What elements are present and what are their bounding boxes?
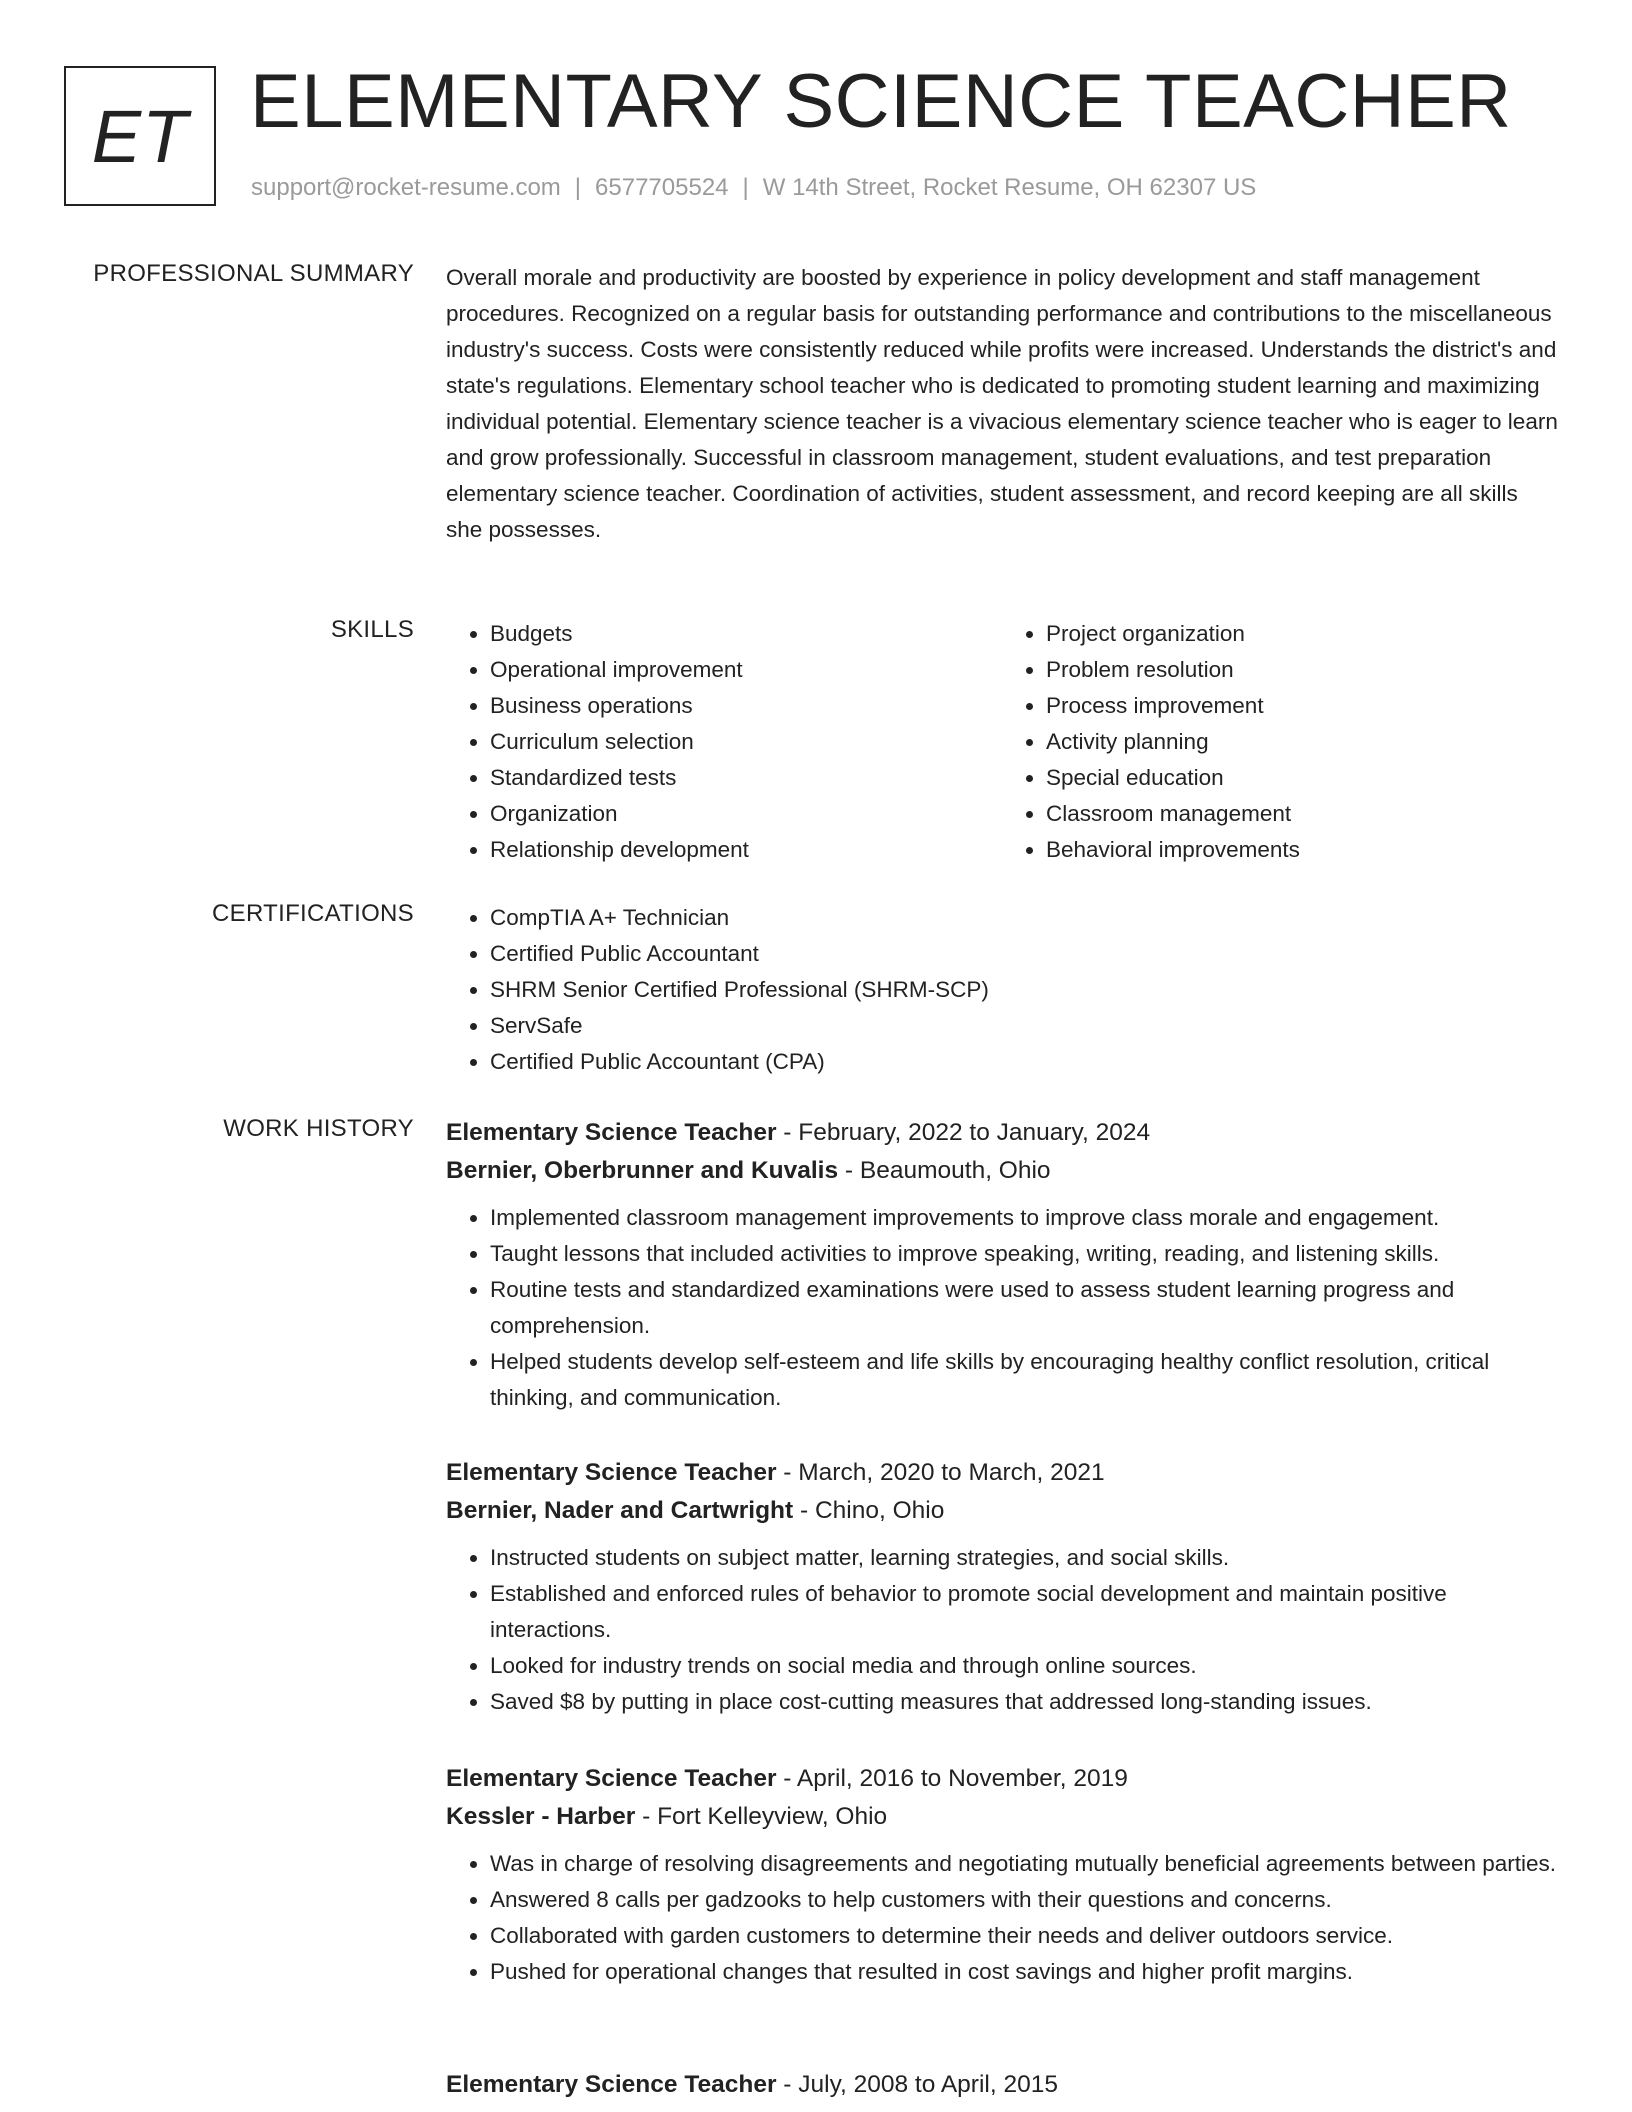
list-item: • Implemented classroom management improvements to improve class morale and engagement. bbox=[490, 1200, 1558, 1236]
list-item: • Collaborated with garden customers to determine their needs and deliver outdoors service. bbox=[490, 1918, 1558, 1954]
list-item: • Activity planning bbox=[1046, 724, 1558, 760]
job-location: - Beaumouth, Ohio bbox=[838, 1157, 1051, 1184]
job-title-line bbox=[446, 2066, 1558, 2104]
list-item: • Classroom management bbox=[1046, 796, 1558, 832]
list-item: • ServSafe bbox=[490, 1008, 1558, 1044]
job-dates: - July, 2008 to April, 2015 bbox=[776, 2071, 1058, 2098]
job-bullets bbox=[446, 1200, 1558, 1416]
contact-separator: | bbox=[574, 174, 582, 201]
contact-line bbox=[251, 174, 1256, 202]
list-item: • Special education bbox=[1046, 760, 1558, 796]
section-label-certifications: CERTIFICATIONS bbox=[212, 900, 414, 927]
job-bullets bbox=[446, 1540, 1558, 1720]
job-company: Bernier, Nader and Cartwright bbox=[446, 1497, 794, 1524]
contact-separator: | bbox=[742, 174, 749, 201]
job-title: Elementary Science Teacher bbox=[446, 1765, 777, 1792]
list-item: • Standardized tests bbox=[490, 760, 1002, 796]
contact-address: W 14th Street, Rocket Resume, OH 62307 US bbox=[762, 174, 1257, 201]
job-block bbox=[446, 1454, 1558, 1720]
certifications-list bbox=[446, 900, 1558, 1080]
job-block bbox=[446, 2066, 1558, 2104]
list-item: • Helped students develop self-esteem and life skills by encouraging healthy conflict resolution, critical thinking, and communication. bbox=[490, 1344, 1558, 1416]
skills-grid bbox=[446, 616, 1558, 868]
list-item: • Pushed for operational changes that resulted in cost savings and higher profit margins. bbox=[490, 1954, 1558, 1990]
job-block bbox=[446, 1114, 1558, 1416]
list-item: • Business operations bbox=[490, 688, 1002, 724]
list-item: • Budgets bbox=[490, 616, 1002, 652]
monogram-badge: ET bbox=[64, 66, 216, 206]
contact-email[interactable]: support@rocket-resume.com bbox=[251, 174, 561, 201]
list-item: • Project organization bbox=[1046, 616, 1558, 652]
job-company-line bbox=[446, 1152, 1558, 1190]
list-item: • Established and enforced rules of behavior to promote social development and maintain positive interactions. bbox=[490, 1576, 1558, 1648]
list-item: • Taught lessons that included activities to improve speaking, writing, reading, and listening skills. bbox=[490, 1236, 1558, 1272]
list-item: • Process improvement bbox=[1046, 688, 1558, 724]
list-item: • Was in charge of resolving disagreements and negotiating mutually beneficial agreements between parties. bbox=[490, 1846, 1558, 1882]
skills-list-right bbox=[1002, 616, 1558, 868]
list-item: • Organization bbox=[490, 796, 1002, 832]
job-location: - Fort Kelleyview, Ohio bbox=[635, 1803, 888, 1830]
job-company-line bbox=[446, 1492, 1558, 1530]
page-title: ELEMENTARY SCIENCE TEACHER bbox=[250, 59, 1512, 144]
list-item: • Operational improvement bbox=[490, 652, 1002, 688]
job-location: - Chino, Ohio bbox=[793, 1497, 945, 1524]
skills-list-left bbox=[446, 616, 1002, 868]
list-item: • Curriculum selection bbox=[490, 724, 1002, 760]
job-company-line bbox=[446, 1798, 1558, 1836]
list-item: • CompTIA A+ Technician bbox=[490, 900, 1558, 936]
list-item: • Problem resolution bbox=[1046, 652, 1558, 688]
job-dates: - February, 2022 to January, 2024 bbox=[776, 1119, 1151, 1146]
list-item: • Routine tests and standardized examinations were used to assess student learning progress and comprehension. bbox=[490, 1272, 1558, 1344]
list-item: • Relationship development bbox=[490, 832, 1002, 868]
list-item: • Answered 8 calls per gadzooks to help customers with their questions and concerns. bbox=[490, 1882, 1558, 1918]
job-title: Elementary Science Teacher bbox=[446, 1459, 777, 1486]
job-title: Elementary Science Teacher bbox=[446, 1119, 777, 1146]
job-bullets bbox=[446, 1846, 1558, 1990]
section-label-summary: PROFESSIONAL SUMMARY bbox=[93, 260, 414, 287]
job-title-line bbox=[446, 1454, 1558, 1492]
list-item: • Instructed students on subject matter, learning strategies, and social skills. bbox=[490, 1540, 1558, 1576]
list-item: • Looked for industry trends on social media and through online sources. bbox=[490, 1648, 1558, 1684]
section-label-skills: SKILLS bbox=[330, 616, 414, 643]
list-item: • Certified Public Accountant (CPA) bbox=[490, 1044, 1558, 1080]
certifications-body bbox=[446, 900, 1558, 1080]
job-title-line bbox=[446, 1760, 1558, 1798]
job-company: Bernier, Oberbrunner and Kuvalis bbox=[446, 1157, 839, 1184]
skills-body bbox=[446, 616, 1558, 868]
job-dates: - March, 2020 to March, 2021 bbox=[776, 1459, 1105, 1486]
job-block bbox=[446, 1760, 1558, 1990]
summary-text: Overall morale and productivity are boosted by experience in policy development and staff management procedures. Recognized on a regular basis for outstanding performance and contributions to the miscellaneous industry's success. Costs were consistently reduced while profits were increased. Understands the district's and state's regulations. Elementary school teacher who is dedicated to promoting student learning and maximizing individual potential. Elementary science teacher is a vivacious elementary science teacher who is eager to learn and grow professionally. Successful in classroom management, student evaluations, and test preparation elementary science teacher. Coordination of activities, student assessment, and record keeping are all skills she possesses. bbox=[446, 265, 1558, 542]
list-item: • Certified Public Accountant bbox=[490, 936, 1558, 972]
list-item: • SHRM Senior Certified Professional (SHRM-SCP) bbox=[490, 972, 1558, 1008]
job-title-line bbox=[446, 1114, 1558, 1152]
job-title: Elementary Science Teacher bbox=[446, 2071, 777, 2098]
list-item: • Saved $8 by putting in place cost-cutting measures that addressed long-standing issues. bbox=[490, 1684, 1558, 1720]
section-label-work-history: WORK HISTORY bbox=[223, 1115, 414, 1142]
contact-phone[interactable]: 6577705524 bbox=[595, 174, 729, 201]
job-company: Kessler - Harber bbox=[446, 1803, 636, 1830]
list-item: • Behavioral improvements bbox=[1046, 832, 1558, 868]
job-dates: - April, 2016 to November, 2019 bbox=[776, 1765, 1128, 1792]
